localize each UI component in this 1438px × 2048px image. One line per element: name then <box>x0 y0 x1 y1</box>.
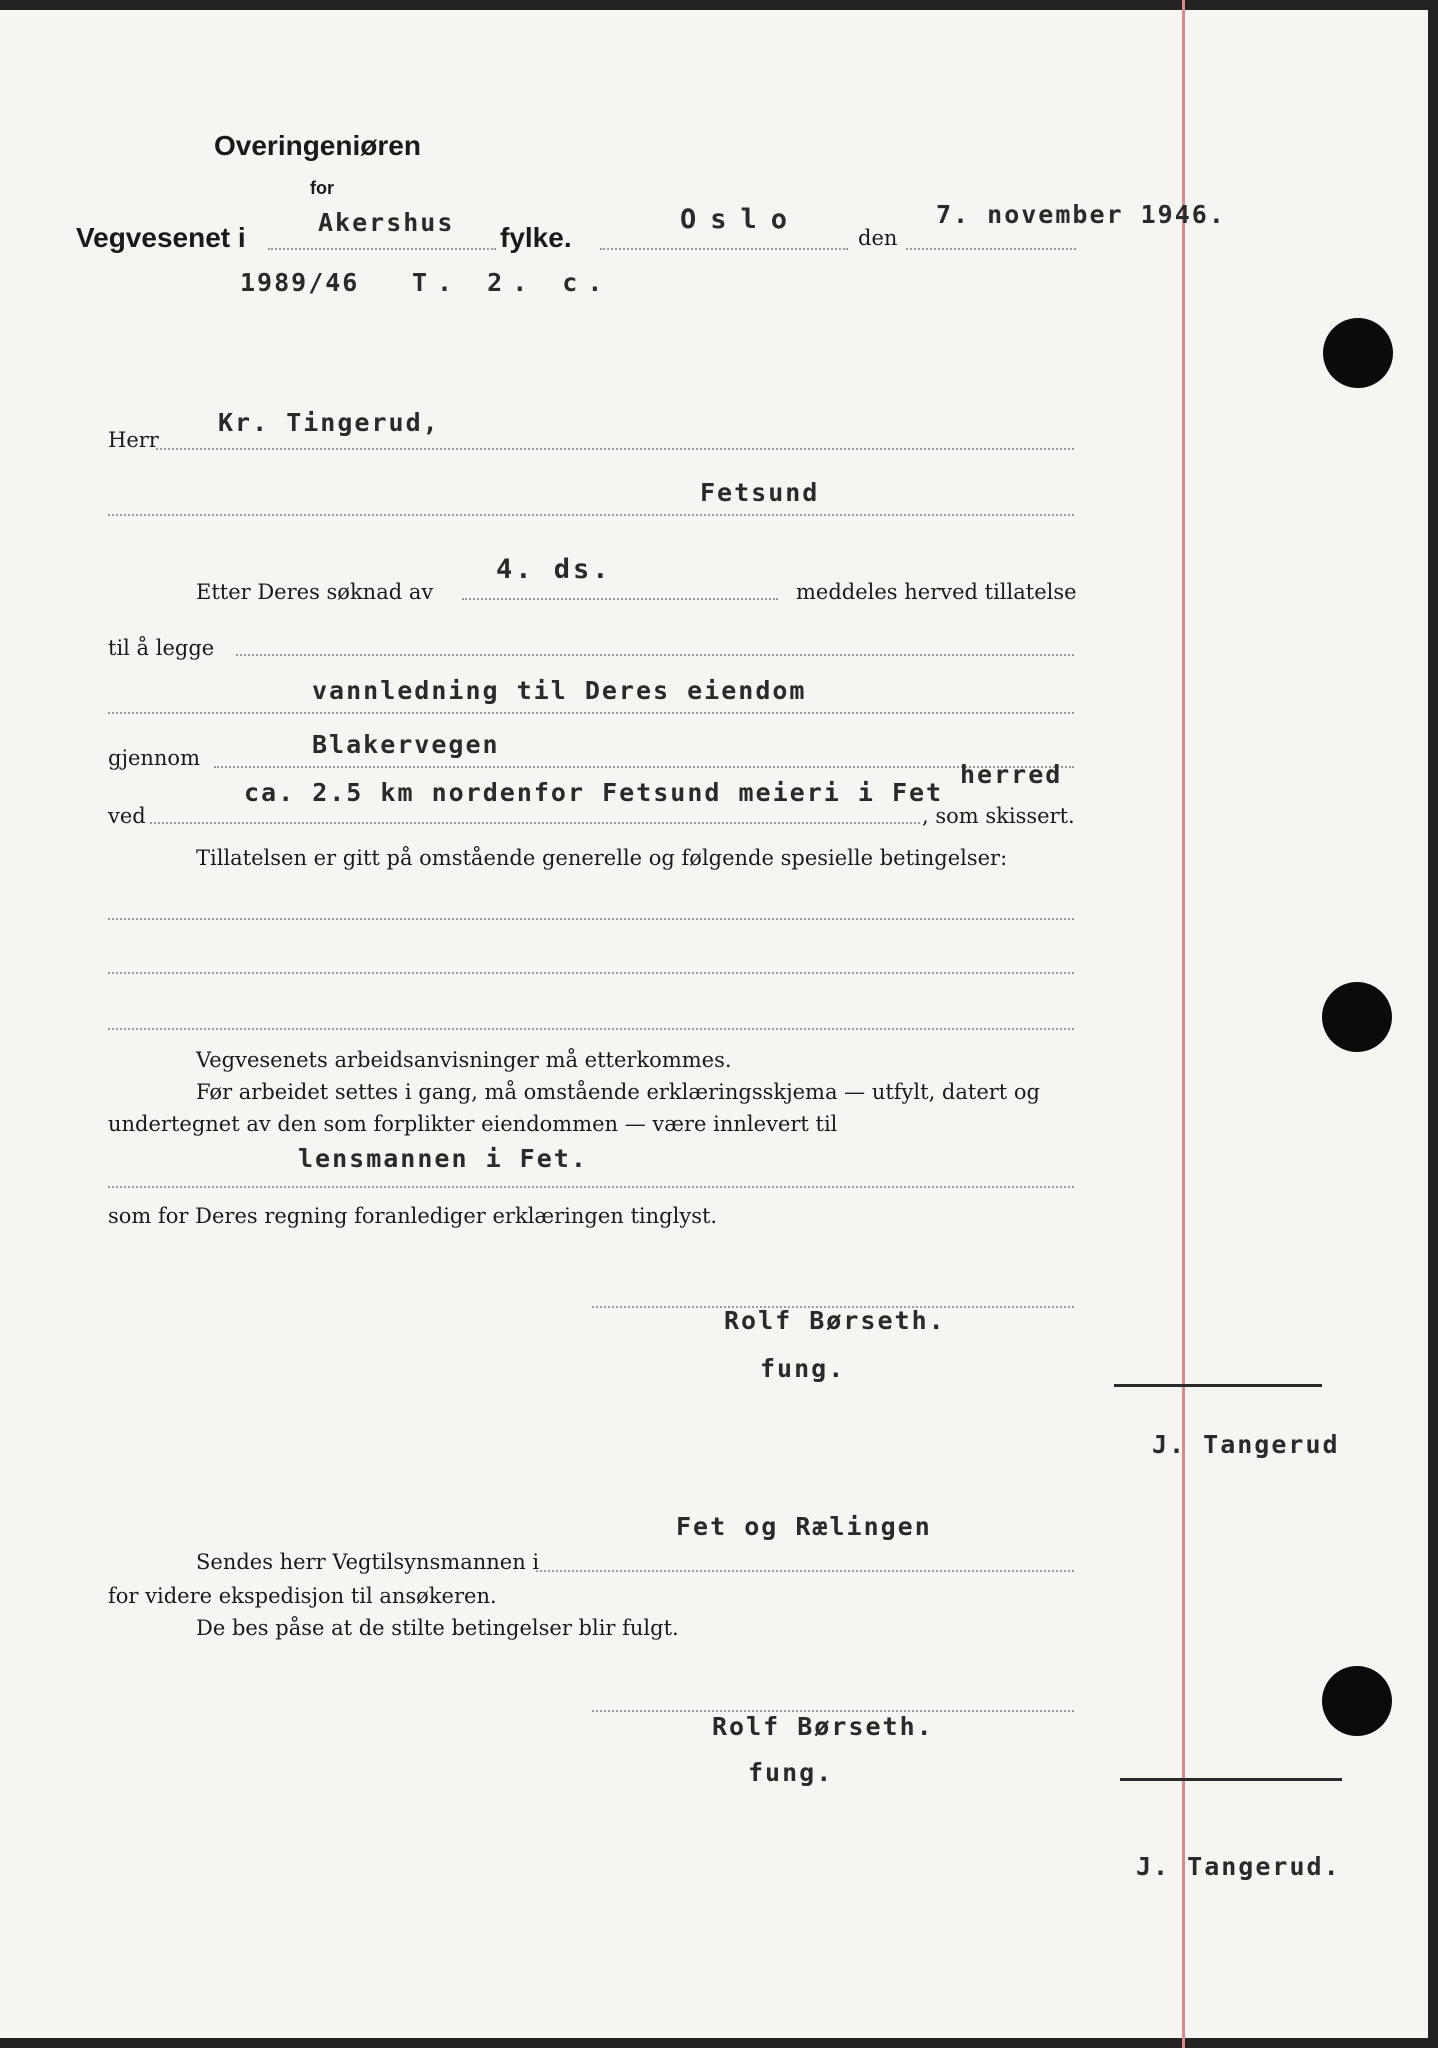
instructions-line-3: undertegnet av den som forplikter eiendommen — være innlevert til <box>108 1112 838 1136</box>
recipient-name-line <box>156 448 1074 450</box>
instructions-line-2: Før arbeidet settes i gang, må omstående erklæringsskjema — utfylt, datert og <box>196 1080 1040 1104</box>
application-date: 4. ds. <box>496 554 612 585</box>
county-value: Akershus <box>318 208 455 237</box>
application-prefix: Etter Deres søknad av <box>196 580 434 604</box>
forwarding-district: Fet og Rælingen <box>676 1512 932 1541</box>
through-value: Blakervegen <box>312 730 500 759</box>
submit-to-line <box>108 1186 1074 1188</box>
scan-edge-top <box>0 0 1438 10</box>
through-label: gjennom <box>108 746 200 770</box>
registration-text: som for Deres regning foranlediger erklæringen tinglyst. <box>108 1204 718 1228</box>
place-dotted-line <box>600 248 848 250</box>
scan-edge-right <box>1428 0 1438 2048</box>
purpose-line-1 <box>236 654 1074 656</box>
reference-number: 1989/46 <box>240 268 360 297</box>
conditions-line-3 <box>108 1028 1074 1030</box>
forwarding-line-2: for videre ekspedisjon til ansøkeren. <box>108 1584 497 1608</box>
recipient-location-line <box>108 514 1074 516</box>
recipient-location: Fetsund <box>700 478 820 507</box>
org-prefix: Vegvesenet i <box>76 222 246 253</box>
through-line <box>214 766 1074 768</box>
conditions-line-1 <box>108 918 1074 920</box>
conditions-line-2 <box>108 972 1074 974</box>
recipient-name: Kr. Tingerud, <box>218 408 440 437</box>
county-suffix: fylke. <box>500 222 572 253</box>
scan-edge-bottom <box>0 2038 1438 2048</box>
punch-hole-bottom <box>1322 1666 1392 1736</box>
purpose-value: vannledning til Deres eiendom <box>312 676 807 705</box>
punch-hole-middle <box>1322 982 1392 1052</box>
purpose-line-2 <box>108 712 1074 714</box>
signature-2-copy-name: J. Tangerud. <box>1136 1852 1341 1881</box>
submit-to-value: lensmannen i Fet. <box>298 1144 588 1173</box>
application-date-line <box>462 598 778 600</box>
place-value: Oslo <box>680 204 802 235</box>
application-suffix: meddeles herved tillatelse <box>796 580 1077 604</box>
at-label: ved <box>108 804 146 828</box>
at-value: ca. 2.5 km nordenfor Fetsund meieri i Fet <box>244 778 944 807</box>
punch-hole-top <box>1323 318 1393 388</box>
at-suffix: , som skissert. <box>922 804 1075 828</box>
county-dotted-line <box>268 248 496 250</box>
at-line <box>150 822 920 824</box>
den-label: den <box>858 226 898 250</box>
conditions-text: Tillatelsen er gitt på omstående generelle og følgende spesielle betingelser: <box>196 846 1008 870</box>
org-title: Overingeniøren <box>214 130 421 161</box>
date-value: 7. november 1946. <box>936 200 1226 229</box>
for-label: for <box>310 178 334 198</box>
signature-1-copy-rule <box>1114 1384 1322 1387</box>
forwarding-line-3: De bes påse at de stilte betingelser blir fulgt. <box>196 1616 679 1640</box>
forwarding-district-line <box>536 1570 1074 1572</box>
red-margin-line <box>1182 0 1185 2048</box>
salutation: Herr <box>108 428 159 452</box>
signature-2-name: Rolf Børseth. <box>712 1712 934 1741</box>
signature-1-name: Rolf Børseth. <box>724 1306 946 1335</box>
date-dotted-line <box>906 248 1076 250</box>
instructions-line-1: Vegvesenets arbeidsanvisninger må etterkommes. <box>196 1048 732 1072</box>
signature-2-copy-rule <box>1120 1778 1342 1781</box>
signature-1-title: fung. <box>760 1354 846 1383</box>
purpose-label: til å legge <box>108 636 215 660</box>
reference-code: T. 2. c. <box>412 268 613 297</box>
signature-1-copy-name: J. Tangerud <box>1152 1430 1340 1459</box>
signature-2-title: fung. <box>748 1758 834 1787</box>
forwarding-line-1: Sendes herr Vegtilsynsmannen i <box>196 1550 540 1574</box>
at-value-extra: herred <box>960 760 1063 789</box>
